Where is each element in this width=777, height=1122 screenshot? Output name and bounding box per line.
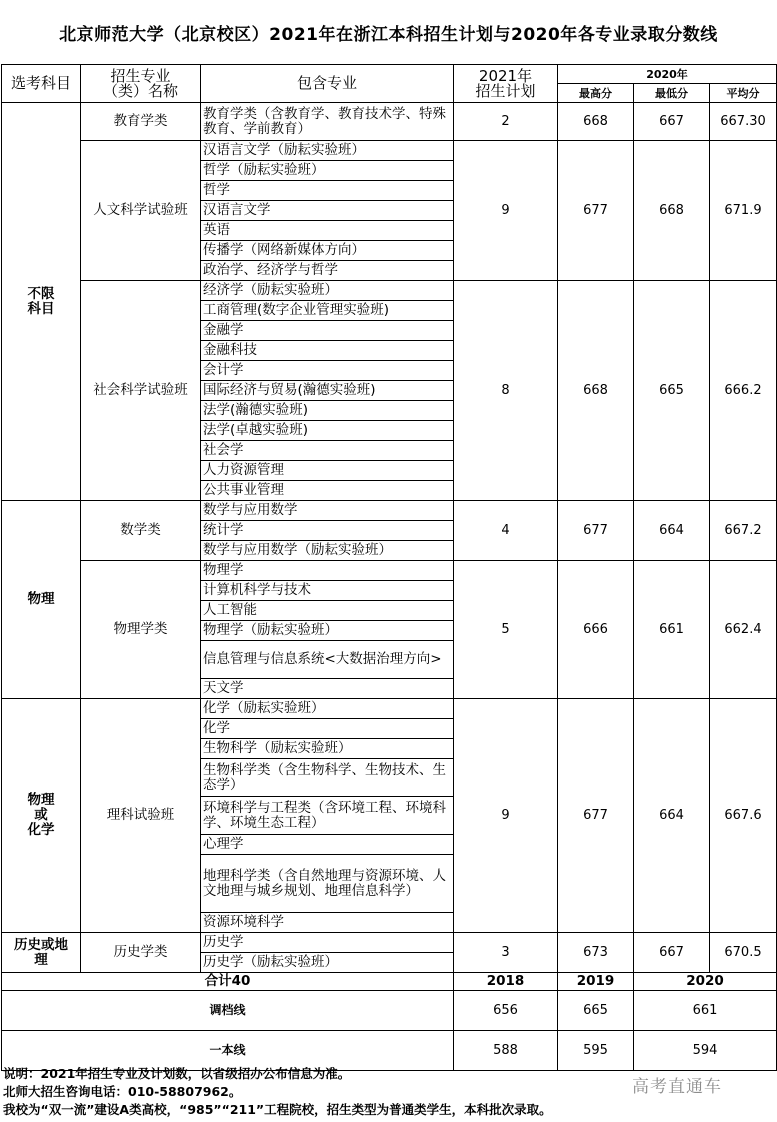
year-2018: 2018 bbox=[454, 973, 558, 991]
subject-cell: 物理 bbox=[2, 501, 81, 699]
tiaodang-line-2018: 656 bbox=[454, 991, 558, 1031]
major-item: 法学(卓越实验班) bbox=[201, 421, 454, 441]
score-avg: 670.5 bbox=[710, 933, 777, 973]
major-item: 化学 bbox=[201, 719, 454, 739]
score-plan: 8 bbox=[454, 281, 558, 501]
header-included-majors: 包含专业 bbox=[201, 65, 454, 103]
major-item: 地理科学类（含自然地理与资源环境、人文地理与城乡规划、地理信息科学） bbox=[201, 855, 454, 913]
tiaodang-line-2020: 661 bbox=[634, 991, 777, 1031]
score-avg: 671.9 bbox=[710, 141, 777, 281]
major-group-name: 理科试验班 bbox=[81, 699, 201, 933]
major-item: 生物科学类（含生物科学、生物技术、生态学） bbox=[201, 759, 454, 797]
year-2019: 2019 bbox=[558, 973, 634, 991]
total-plan: 合计40 bbox=[2, 973, 454, 991]
page-title: 北京师范大学（北京校区）2021年在浙江本科招生计划与2020年各专业录取分数线 bbox=[59, 24, 718, 45]
major-item: 会计学 bbox=[201, 361, 454, 381]
major-item: 数学与应用数学 bbox=[201, 501, 454, 521]
major-item: 资源环境科学 bbox=[201, 913, 454, 933]
yiben-line-2018: 588 bbox=[454, 1031, 558, 1071]
major-group-name: 人文科学试验班 bbox=[81, 141, 201, 281]
footer-line: 说明：2021年招生专业及计划数，以省级招办公布信息为准。 bbox=[3, 1066, 351, 1081]
score-plan: 3 bbox=[454, 933, 558, 973]
score-plan: 4 bbox=[454, 501, 558, 561]
score-min: 667 bbox=[634, 103, 710, 141]
major-item: 历史学（励耘实验班） bbox=[201, 953, 454, 973]
score-plan: 9 bbox=[454, 699, 558, 933]
score-avg: 666.2 bbox=[710, 281, 777, 501]
score-avg: 667.30 bbox=[710, 103, 777, 141]
major-item: 人工智能 bbox=[201, 601, 454, 621]
major-item: 金融学 bbox=[201, 321, 454, 341]
footer-line: 北师大招生咨询电话：010-58807962。 bbox=[3, 1084, 242, 1099]
score-min: 661 bbox=[634, 561, 710, 699]
admission-table bbox=[1, 64, 777, 1071]
major-item: 传播学（网络新媒体方向） bbox=[201, 241, 454, 261]
watermark: 高考直通车 bbox=[632, 1077, 722, 1097]
score-plan: 2 bbox=[454, 103, 558, 141]
major-item: 工商管理(数字企业管理实验班) bbox=[201, 301, 454, 321]
major-item: 哲学 bbox=[201, 181, 454, 201]
header-major-group: 招生专业 （类）名称 bbox=[81, 65, 201, 103]
header-avg-score: 平均分 bbox=[710, 84, 777, 103]
score-max: 677 bbox=[558, 141, 634, 281]
major-item: 汉语言文学 bbox=[201, 201, 454, 221]
major-item: 环境科学与工程类（含环境工程、环境科学、环境生态工程） bbox=[201, 797, 454, 835]
major-item: 历史学 bbox=[201, 933, 454, 953]
major-item: 信息管理与信息系统<大数据治理方向> bbox=[201, 641, 454, 679]
major-item: 心理学 bbox=[201, 835, 454, 855]
score-min: 667 bbox=[634, 933, 710, 973]
major-item: 人力资源管理 bbox=[201, 461, 454, 481]
year-2020: 2020 bbox=[634, 973, 777, 991]
score-max: 666 bbox=[558, 561, 634, 699]
major-group-name: 物理学类 bbox=[81, 561, 201, 699]
header-max-score: 最高分 bbox=[558, 84, 634, 103]
footer-line: 我校为“双一流”建设A类高校，“985”“211”工程院校，招生类型为普通类学生，本科批次录取。 bbox=[3, 1102, 552, 1117]
major-group-name: 数学类 bbox=[81, 501, 201, 561]
score-max: 677 bbox=[558, 501, 634, 561]
subject-cell: 历史或地 理 bbox=[2, 933, 81, 973]
score-avg: 667.6 bbox=[710, 699, 777, 933]
header-subject: 选考科目 bbox=[2, 65, 81, 103]
yiben-line-label: 一本线 bbox=[2, 1031, 454, 1071]
yiben-line-2019: 595 bbox=[558, 1031, 634, 1071]
major-item: 法学(瀚德实验班) bbox=[201, 401, 454, 421]
major-item: 哲学（励耘实验班） bbox=[201, 161, 454, 181]
yiben-line-2020: 594 bbox=[634, 1031, 777, 1071]
score-max: 668 bbox=[558, 281, 634, 501]
score-min: 664 bbox=[634, 501, 710, 561]
tiaodang-line-label: 调档线 bbox=[2, 991, 454, 1031]
major-item: 统计学 bbox=[201, 521, 454, 541]
major-group-name: 教育学类 bbox=[81, 103, 201, 141]
major-item: 化学（励耘实验班） bbox=[201, 699, 454, 719]
score-min: 668 bbox=[634, 141, 710, 281]
score-min: 664 bbox=[634, 699, 710, 933]
subject-cell: 物理 或 化学 bbox=[2, 699, 81, 933]
score-max: 668 bbox=[558, 103, 634, 141]
major-item: 物理学（励耘实验班） bbox=[201, 621, 454, 641]
major-item: 公共事业管理 bbox=[201, 481, 454, 501]
major-item: 数学与应用数学（励耘实验班） bbox=[201, 541, 454, 561]
score-max: 677 bbox=[558, 699, 634, 933]
tiaodang-line-2019: 665 bbox=[558, 991, 634, 1031]
major-item: 汉语言文学（励耘实验班） bbox=[201, 141, 454, 161]
major-group-name: 历史学类 bbox=[81, 933, 201, 973]
score-avg: 667.2 bbox=[710, 501, 777, 561]
major-item: 天文学 bbox=[201, 679, 454, 699]
header-year-2020: 2020年 bbox=[558, 65, 777, 84]
score-avg: 662.4 bbox=[710, 561, 777, 699]
header-plan-2021: 2021年 招生计划 bbox=[454, 65, 558, 103]
major-item: 教育学类（含教育学、教育技术学、特殊教育、学前教育） bbox=[201, 103, 454, 141]
major-group-name: 社会科学试验班 bbox=[81, 281, 201, 501]
subject-cell: 不限 科目 bbox=[2, 103, 81, 501]
major-item: 政治学、经济学与哲学 bbox=[201, 261, 454, 281]
major-item: 经济学（励耘实验班） bbox=[201, 281, 454, 301]
major-item: 社会学 bbox=[201, 441, 454, 461]
major-item: 物理学 bbox=[201, 561, 454, 581]
major-item: 国际经济与贸易(瀚德实验班) bbox=[201, 381, 454, 401]
score-plan: 5 bbox=[454, 561, 558, 699]
major-item: 生物科学（励耘实验班） bbox=[201, 739, 454, 759]
score-min: 665 bbox=[634, 281, 710, 501]
score-plan: 9 bbox=[454, 141, 558, 281]
major-item: 计算机科学与技术 bbox=[201, 581, 454, 601]
major-item: 英语 bbox=[201, 221, 454, 241]
score-max: 673 bbox=[558, 933, 634, 973]
header-min-score: 最低分 bbox=[634, 84, 710, 103]
major-item: 金融科技 bbox=[201, 341, 454, 361]
